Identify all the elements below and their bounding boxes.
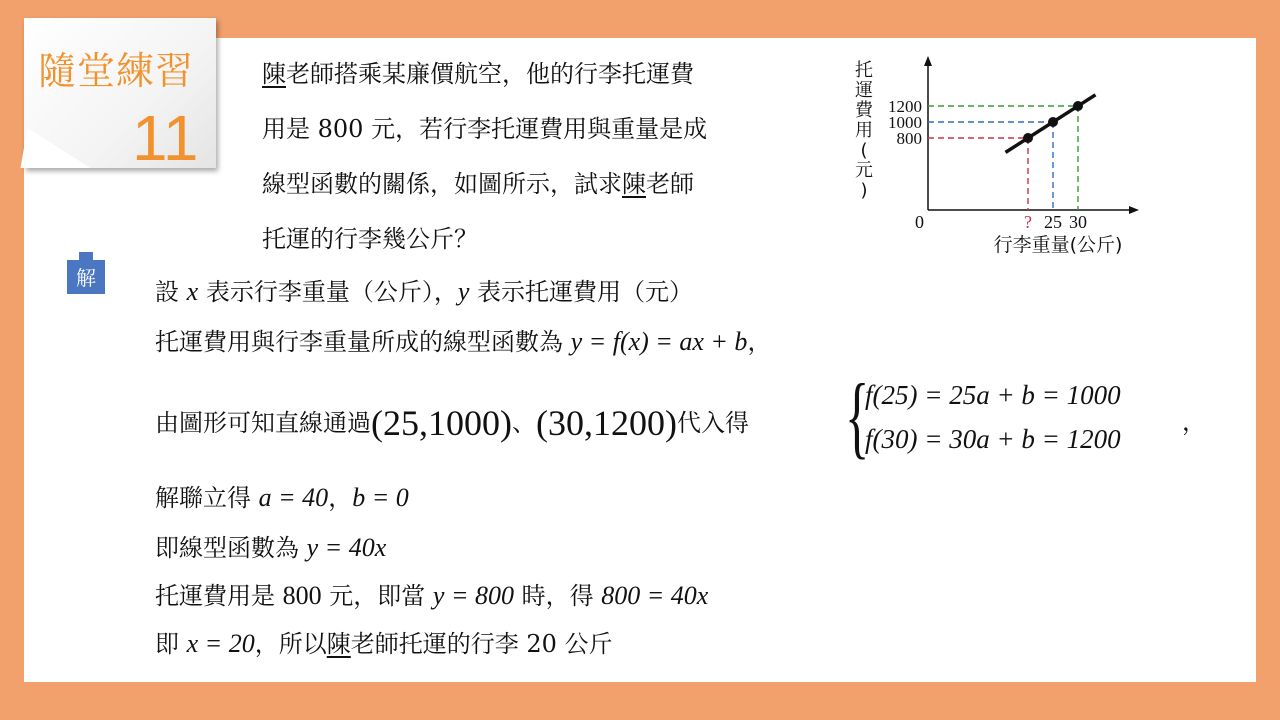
text: 托運費用與行李重量所成的線型函數為 [155,328,571,356]
math-expression: x = 20 [186,629,255,658]
math-var: y [457,277,470,306]
question-text: 線型函數的關係，如圖所示，試求 [262,170,622,198]
math-var: x [186,277,199,306]
point-1: (25,1000) [371,403,512,443]
x-tick-label: ? [1024,212,1032,232]
origin-label: 0 [915,212,924,232]
math-expression: y = 800 [432,581,514,610]
text: ，所以 [254,630,327,658]
text: ， [747,328,772,356]
math-expression: a = 40 [258,483,329,512]
question-line-4: 托運的行李幾公斤？ [262,225,478,253]
x-axis-label: 行李重量(公斤) [993,234,1123,256]
text: 由圖形可知直線通過 [155,409,371,437]
solution-line-4 [155,478,409,513]
text: 代入得 [676,409,749,437]
question-text: 老師搭乘某廉價航空，他的行李托運費 [286,60,694,88]
left-brace: { [845,365,870,467]
x-axis-arrow [1129,206,1139,214]
question-line-1 [262,60,694,88]
question-line-3 [262,170,694,198]
data-point [1023,133,1033,143]
text: 表示托運費用（元） [469,278,694,306]
y-tick-label: 1000 [888,113,922,132]
y-axis-label-char: 托 [855,60,873,81]
name-underlined: 陳 [262,60,286,88]
name-underlined: 陳 [326,630,351,658]
y-axis-label-char: 運 [855,80,873,101]
badge-number: 11 [132,102,199,174]
solution-line-3 [155,402,749,444]
solution-line-6 [155,576,708,611]
exercise-badge [24,18,216,174]
text: 解聯立得 [155,484,259,512]
text: 即 [155,630,187,658]
name-underlined: 陳 [622,170,646,198]
y-axis-label-char: ( [860,140,868,161]
solution-line-5 [155,528,386,563]
equation-system [845,365,1175,467]
text: ， [328,484,353,512]
text: 設 [155,278,187,306]
solution-line-1 [155,272,693,307]
x-tick-label: 30 [1069,212,1087,232]
y-axis-label-char: ) [860,180,868,201]
equation-2: f(30) = 30a + b = 1200 [865,424,1121,454]
question-line-2: 用是 800 元，若行李托運費用與重量是成 [262,115,708,143]
data-point [1073,101,1083,111]
cost-weight-chart [840,52,1150,267]
text: 時，得 [514,582,602,610]
text: 表示行李重量（公斤）， [198,278,458,306]
page-curl [20,128,97,168]
y-axis-arrow [924,56,932,66]
text: 即線型函數為 [155,534,307,562]
x-tick-label: 25 [1044,212,1062,232]
text: 元，即當 [321,582,433,610]
y-tick-label: 1200 [888,97,922,116]
solution-line-2 [155,322,771,357]
y-tick-label: 800 [896,129,922,148]
badge-title: 隨堂練習 [38,49,195,93]
solution-line-7 [155,624,613,659]
y-axis-label-char: 費 [855,100,873,121]
solution-label: 解 [67,260,105,294]
math-expression: y = 40x [306,533,387,562]
point-2: (30,1200) [535,403,677,443]
text: 老師托運的行李 20 公斤 [350,630,613,658]
math-expression: y = f(x) = ax + b [570,327,748,356]
math-expression: 800 = 40x [601,581,709,610]
number: 800 [282,581,322,610]
question-text: 老師 [646,170,694,198]
equation-comma: ， [1182,408,1206,436]
text: 托運費用是 [155,582,283,610]
y-axis-label-char: 用 [855,120,873,141]
data-point [1048,117,1058,127]
equation-1: f(25) = 25a + b = 1000 [865,380,1121,410]
y-axis-label-char: 元 [855,160,873,181]
math-expression: b = 0 [352,483,409,512]
text: 、 [511,409,536,437]
